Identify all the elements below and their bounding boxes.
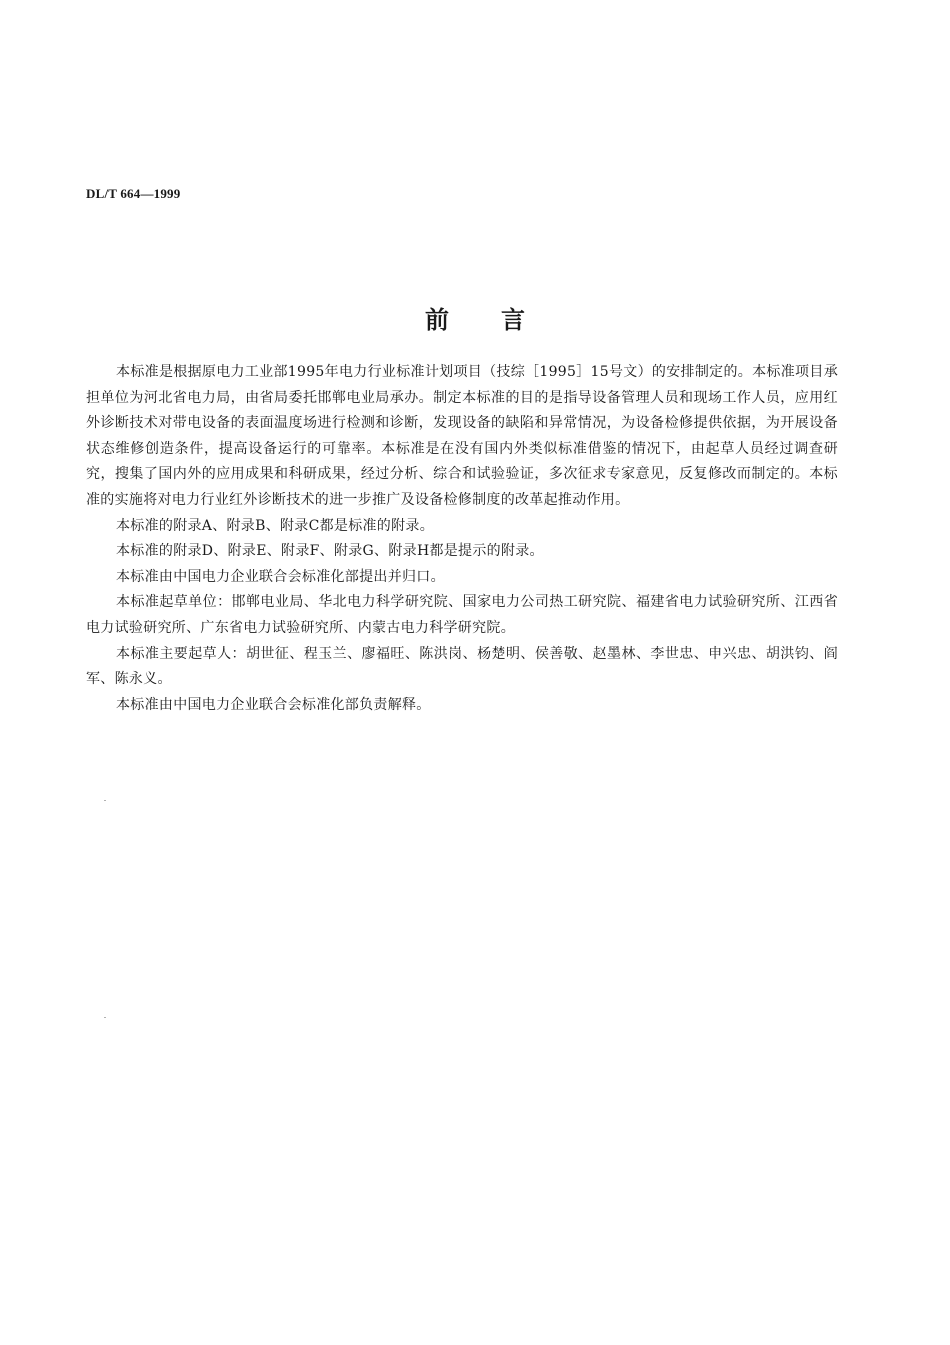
paragraph-informative-appendices: 本标准的附录D、附录E、附录F、附录G、附录H都是提示的附录。 xyxy=(116,543,544,560)
foreword-body xyxy=(86,360,838,718)
scan-speck xyxy=(104,1017,106,1018)
paragraph-purpose: 本标准是根据原电力工业部1995年电力行业标准计划项目（技综［1995］15号文）的安排制定的。本标准项目承担单位为河北省电力局，由省局委托邯郸电业局承办。制定本标准的目的是指导设备管理人员和现场工作人员，应用红外诊断技术对带电设备的表面温度场进行检测和诊断，发现设备的缺陷和异常情况，为设备检修提供依据，为开展设备状态维修创造条件，提高设备运行的可靠率。本标准是在没有国内外类似标准借鉴的情况下，由起草人员经过调查研究，搜集了国内外的应用成果和科研成果，经过分析、综合和试验验证，多次征求专家意见，反复修改而制定的。本标准的实施将对电力行业红外诊断技术的进一步推广及设备检修制度的改革起推动作用。 xyxy=(86,364,838,508)
scan-speck xyxy=(104,800,106,801)
paragraph-proposer: 本标准由中国电力企业联合会标准化部提出并归口。 xyxy=(116,568,445,585)
section-title: 前言 xyxy=(425,305,577,334)
paragraph-drafters: 本标准主要起草人：胡世征、程玉兰、廖福旺、陈洪岗、杨楚明、侯善敬、赵墨林、李世忠、申兴忠、胡洪钧、阎军、陈永义。 xyxy=(86,645,838,688)
paragraph-interpretation: 本标准由中国电力企业联合会标准化部负责解释。 xyxy=(116,696,431,713)
paragraph-drafting-units: 本标准起草单位：邯郸电业局、华北电力科学研究院、国家电力公司热工研究院、福建省电力试验研究所、江西省电力试验研究所、广东省电力试验研究所、内蒙古电力科学研究院。 xyxy=(86,594,838,636)
paragraph-normative-appendices: 本标准的附录A、附录B、附录C都是标准的附录。 xyxy=(116,517,435,534)
document-code: DL/T 664—1999 xyxy=(86,186,181,201)
